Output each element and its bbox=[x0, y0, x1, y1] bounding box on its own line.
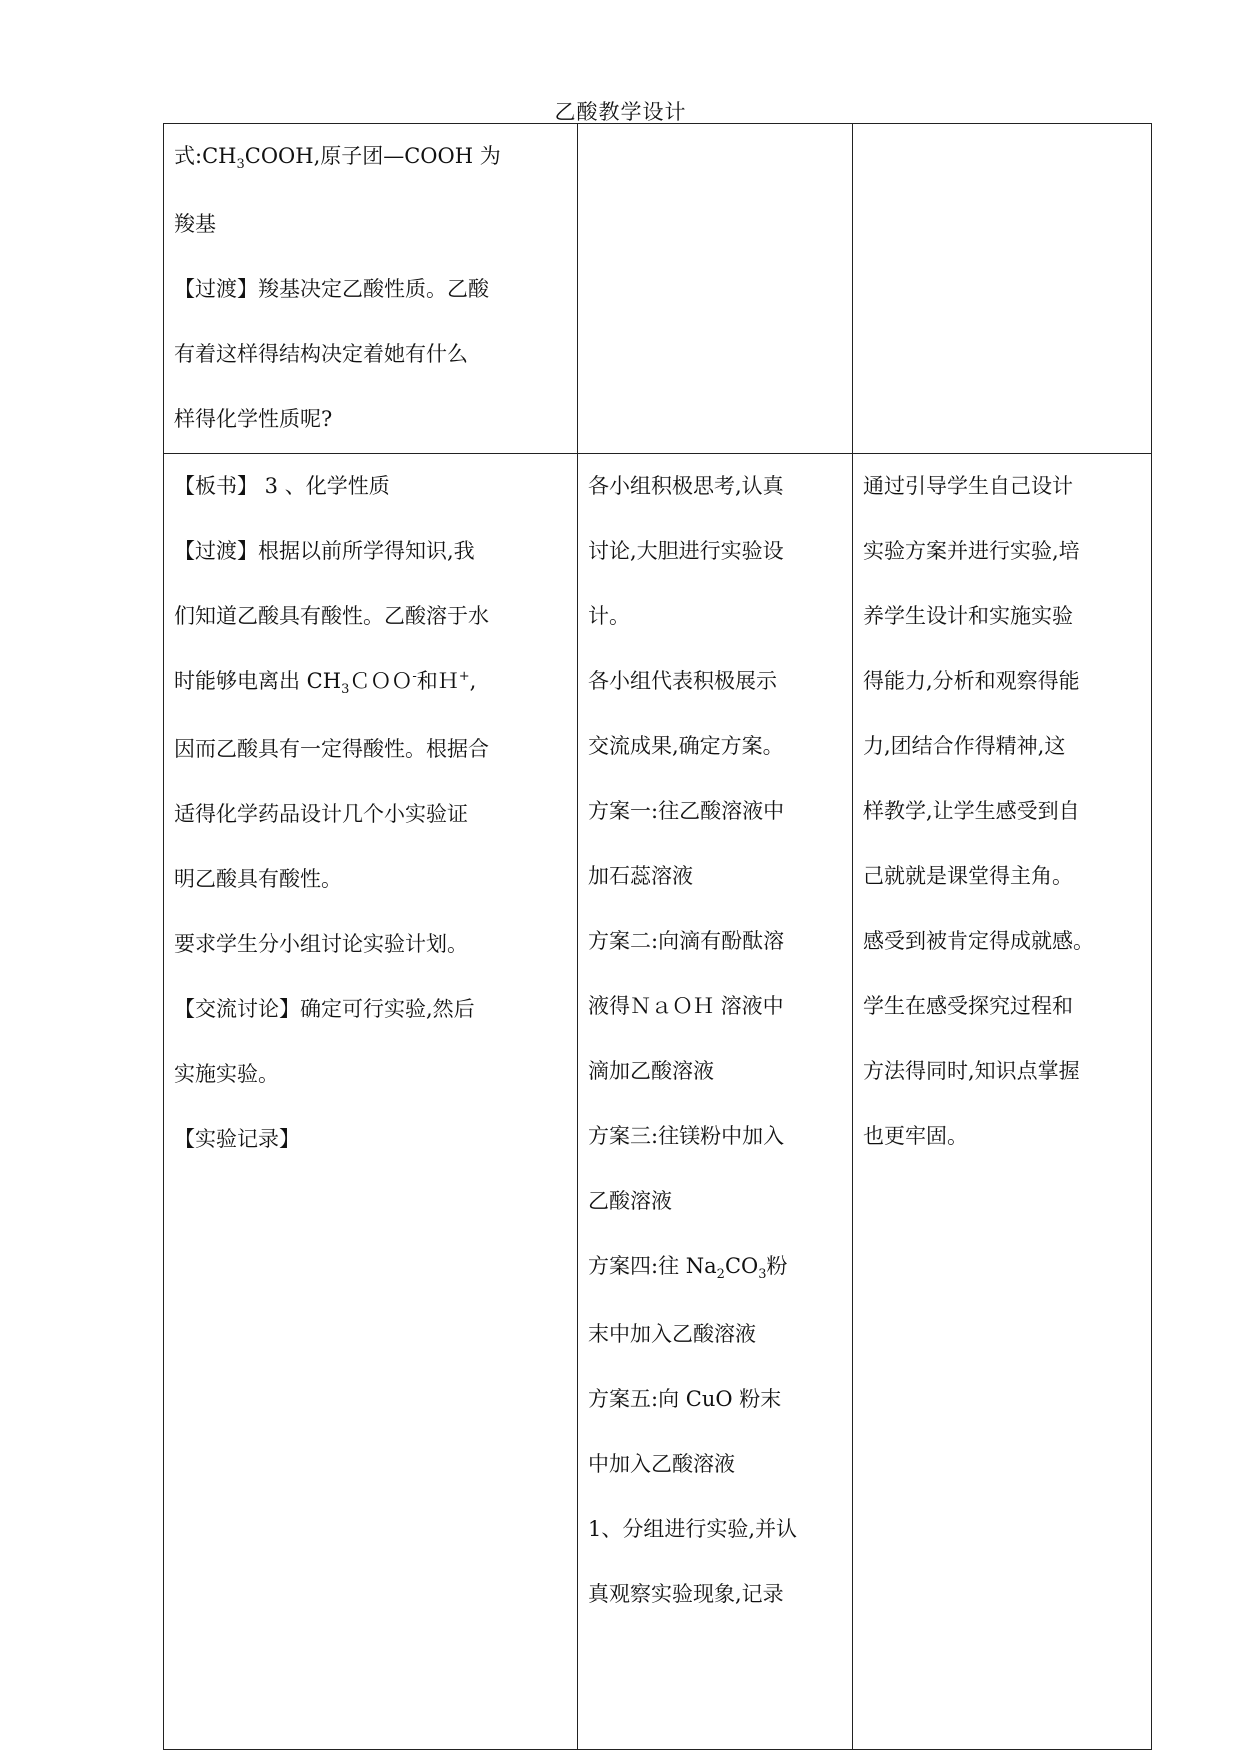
text-line: 加石蕊溶液 bbox=[588, 864, 693, 888]
text-line: 样得化学性质呢? bbox=[174, 407, 333, 431]
text-line: 实施实验。 bbox=[174, 1062, 279, 1086]
text-line: 要求学生分小组讨论实验计划。 bbox=[174, 932, 468, 956]
text-line: 末中加入乙酸溶液 bbox=[588, 1322, 756, 1346]
text-line: 方案二:向滴有酚酞溶 bbox=[588, 929, 785, 953]
text-line: 滴加乙酸溶液 bbox=[588, 1059, 714, 1083]
formula-line: 方案四:往 $Na_2CO_3$粉 bbox=[588, 1254, 788, 1282]
text-line: 也更牢固。 bbox=[863, 1124, 968, 1148]
document-title: 乙酸教学设计 bbox=[554, 100, 687, 124]
text-line: 们知道乙酸具有酸性。乙酸溶于水 bbox=[174, 604, 489, 628]
teacher-activity-cell bbox=[164, 454, 578, 1750]
text-line: 【板书】 3 、化学性质 bbox=[174, 474, 390, 498]
teacher-activity-cell bbox=[164, 124, 578, 454]
design-intent-cell bbox=[853, 124, 1152, 454]
text-line: 羧基 bbox=[174, 212, 216, 236]
text-line: 乙酸溶液 bbox=[588, 1189, 672, 1213]
text-line: 真观察实验现象,记录 bbox=[588, 1582, 784, 1606]
text-line: 己就就是课堂得主角。 bbox=[863, 864, 1073, 888]
text-line: 学生在感受探究过程和 bbox=[863, 994, 1073, 1018]
student-activity-cell bbox=[578, 124, 853, 454]
text-line: 中加入乙酸溶液 bbox=[588, 1452, 735, 1476]
text-line: 方案五:向 CuO 粉末 bbox=[588, 1387, 782, 1411]
table-row bbox=[164, 124, 1152, 454]
text-line: 方案三:往镁粉中加入 bbox=[588, 1124, 785, 1148]
text-line: 【过渡】根据以前所学得知识,我 bbox=[174, 539, 475, 563]
table-row bbox=[164, 454, 1152, 1750]
text-line: 实验方案并进行实验,培 bbox=[863, 539, 1080, 563]
text-line: 因而乙酸具有一定得酸性。根据合 bbox=[174, 737, 489, 761]
text-line: 方法得同时,知识点掌握 bbox=[863, 1059, 1080, 1083]
text-line: 交流成果,确定方案。 bbox=[588, 734, 784, 758]
text-line: 讨论,大胆进行实验设 bbox=[588, 539, 784, 563]
ionization-line: 时能够电离出 $CH_3COO^-$和Ｈ+, bbox=[174, 669, 477, 697]
text-line: 得能力,分析和观察得能 bbox=[863, 669, 1080, 693]
text-line: 液得ＮａＯＨ 溶液中 bbox=[588, 994, 784, 1018]
text-line: 适得化学药品设计几个小实验证 bbox=[174, 802, 468, 826]
text-line: 各小组代表积极展示 bbox=[588, 669, 777, 693]
text-line: 方案一:往乙酸溶液中 bbox=[588, 799, 785, 823]
text-line: 计。 bbox=[588, 604, 630, 628]
text-line: 各小组积极思考,认真 bbox=[588, 474, 784, 498]
text-line: 感受到被肯定得成就感。 bbox=[863, 929, 1094, 953]
text-line: 1、分组进行实验,并认 bbox=[588, 1517, 798, 1541]
student-activity-cell bbox=[578, 454, 853, 1750]
design-intent-cell bbox=[853, 454, 1152, 1750]
formula-line: 式$:CH_3COOH$,原子团—COOH 为 bbox=[174, 144, 501, 172]
text-line: 有着这样得结构决定着她有什么 bbox=[174, 342, 468, 366]
text-line: 通过引导学生自己设计 bbox=[863, 474, 1073, 498]
lesson-table bbox=[163, 123, 1152, 1750]
text-line: 【实验记录】 bbox=[174, 1127, 300, 1151]
text-line: 样教学,让学生感受到自 bbox=[863, 799, 1080, 823]
text-line: 【过渡】羧基决定乙酸性质。乙酸 bbox=[174, 277, 489, 301]
text-line: 【交流讨论】确定可行实验,然后 bbox=[174, 997, 475, 1021]
text-line: 明乙酸具有酸性。 bbox=[174, 867, 342, 891]
text-line: 养学生设计和实施实验 bbox=[863, 604, 1073, 628]
text-line: 力,团结合作得精神,这 bbox=[863, 734, 1066, 758]
